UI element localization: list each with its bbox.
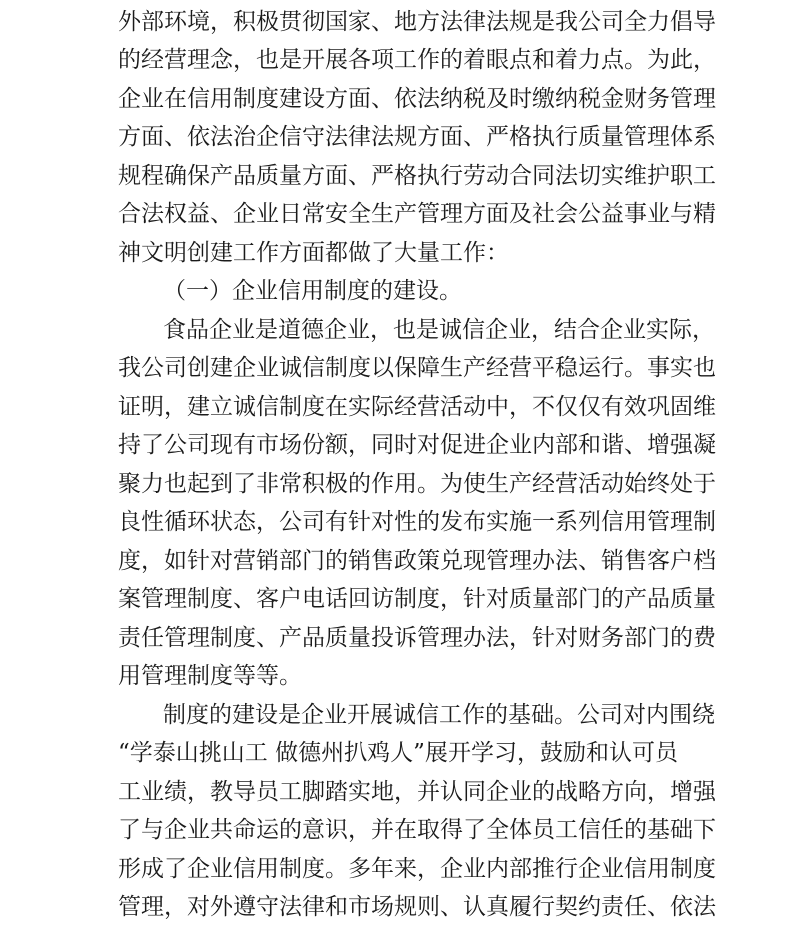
section-heading: （一）企业信用制度的建设。 [163,278,462,304]
text-line: 合法权益、企业日常安全生产管理方面及社会公益事业与精 [118,201,716,227]
text-line: 的经营理念，也是开展各项工作的着眼点和着力点。为此， [118,47,716,73]
text-line: 形成了企业信用制度。多年来，企业内部推行企业信用制度 [118,856,716,882]
text-line: 案管理制度、客户电话回访制度，针对质量部门的产品质量 [118,586,716,612]
text-line: 管理，对外遵守法律和市场规则、认真履行契约责任、依法 [118,894,716,920]
text-line: 食品企业是道德企业，也是诚信企业，结合企业实际， [163,317,715,343]
text-line: 制度的建设是企业开展诚信工作的基础。公司对内围绕 [163,702,715,728]
text-line: “学泰山挑山工 做德州扒鸡人”展开学习，鼓励和认可员 [118,740,678,766]
text-line: 聚力也起到了非常积极的作用。为使生产经营活动始终处于 [118,471,716,497]
text-line: 方面、依法治企信守法律法规方面、严格执行质量管理体系 [118,124,716,150]
text-line: 神文明创建工作方面都做了大量工作： [118,240,509,266]
text-line: 外部环境，积极贯彻国家、地方法律法规是我公司全力倡导 [118,9,716,35]
text-line: 证明，建立诚信制度在实际经营活动中，不仅仅有效巩固维 [118,394,716,420]
text-line: 规程确保产品质量方面、严格执行劳动合同法切实维护职工 [118,163,716,189]
text-line: 企业在信用制度建设方面、依法纳税及时缴纳税金财务管理 [118,86,716,112]
text-line: 了与企业共命运的意识，并在取得了全体员工信任的基础下 [118,817,716,843]
text-line: 用管理制度等等。 [118,663,302,689]
text-line: 我公司创建企业诚信制度以保障生产经营平稳运行。事实也 [118,355,716,381]
text-line: 良性循环状态，公司有针对性的发布实施一系列信用管理制 [118,509,716,535]
text-line: 度，如针对营销部门的销售政策兑现管理办法、销售客户档 [118,548,716,574]
text-line: 持了公司现有市场份额，同时对促进企业内部和谐、增强凝 [118,432,716,458]
text-line: 工业绩，教导员工脚踏实地，并认同企业的战略方向，增强 [118,779,716,805]
text-line: 责任管理制度、产品质量投诉管理办法，针对财务部门的费 [118,625,716,651]
